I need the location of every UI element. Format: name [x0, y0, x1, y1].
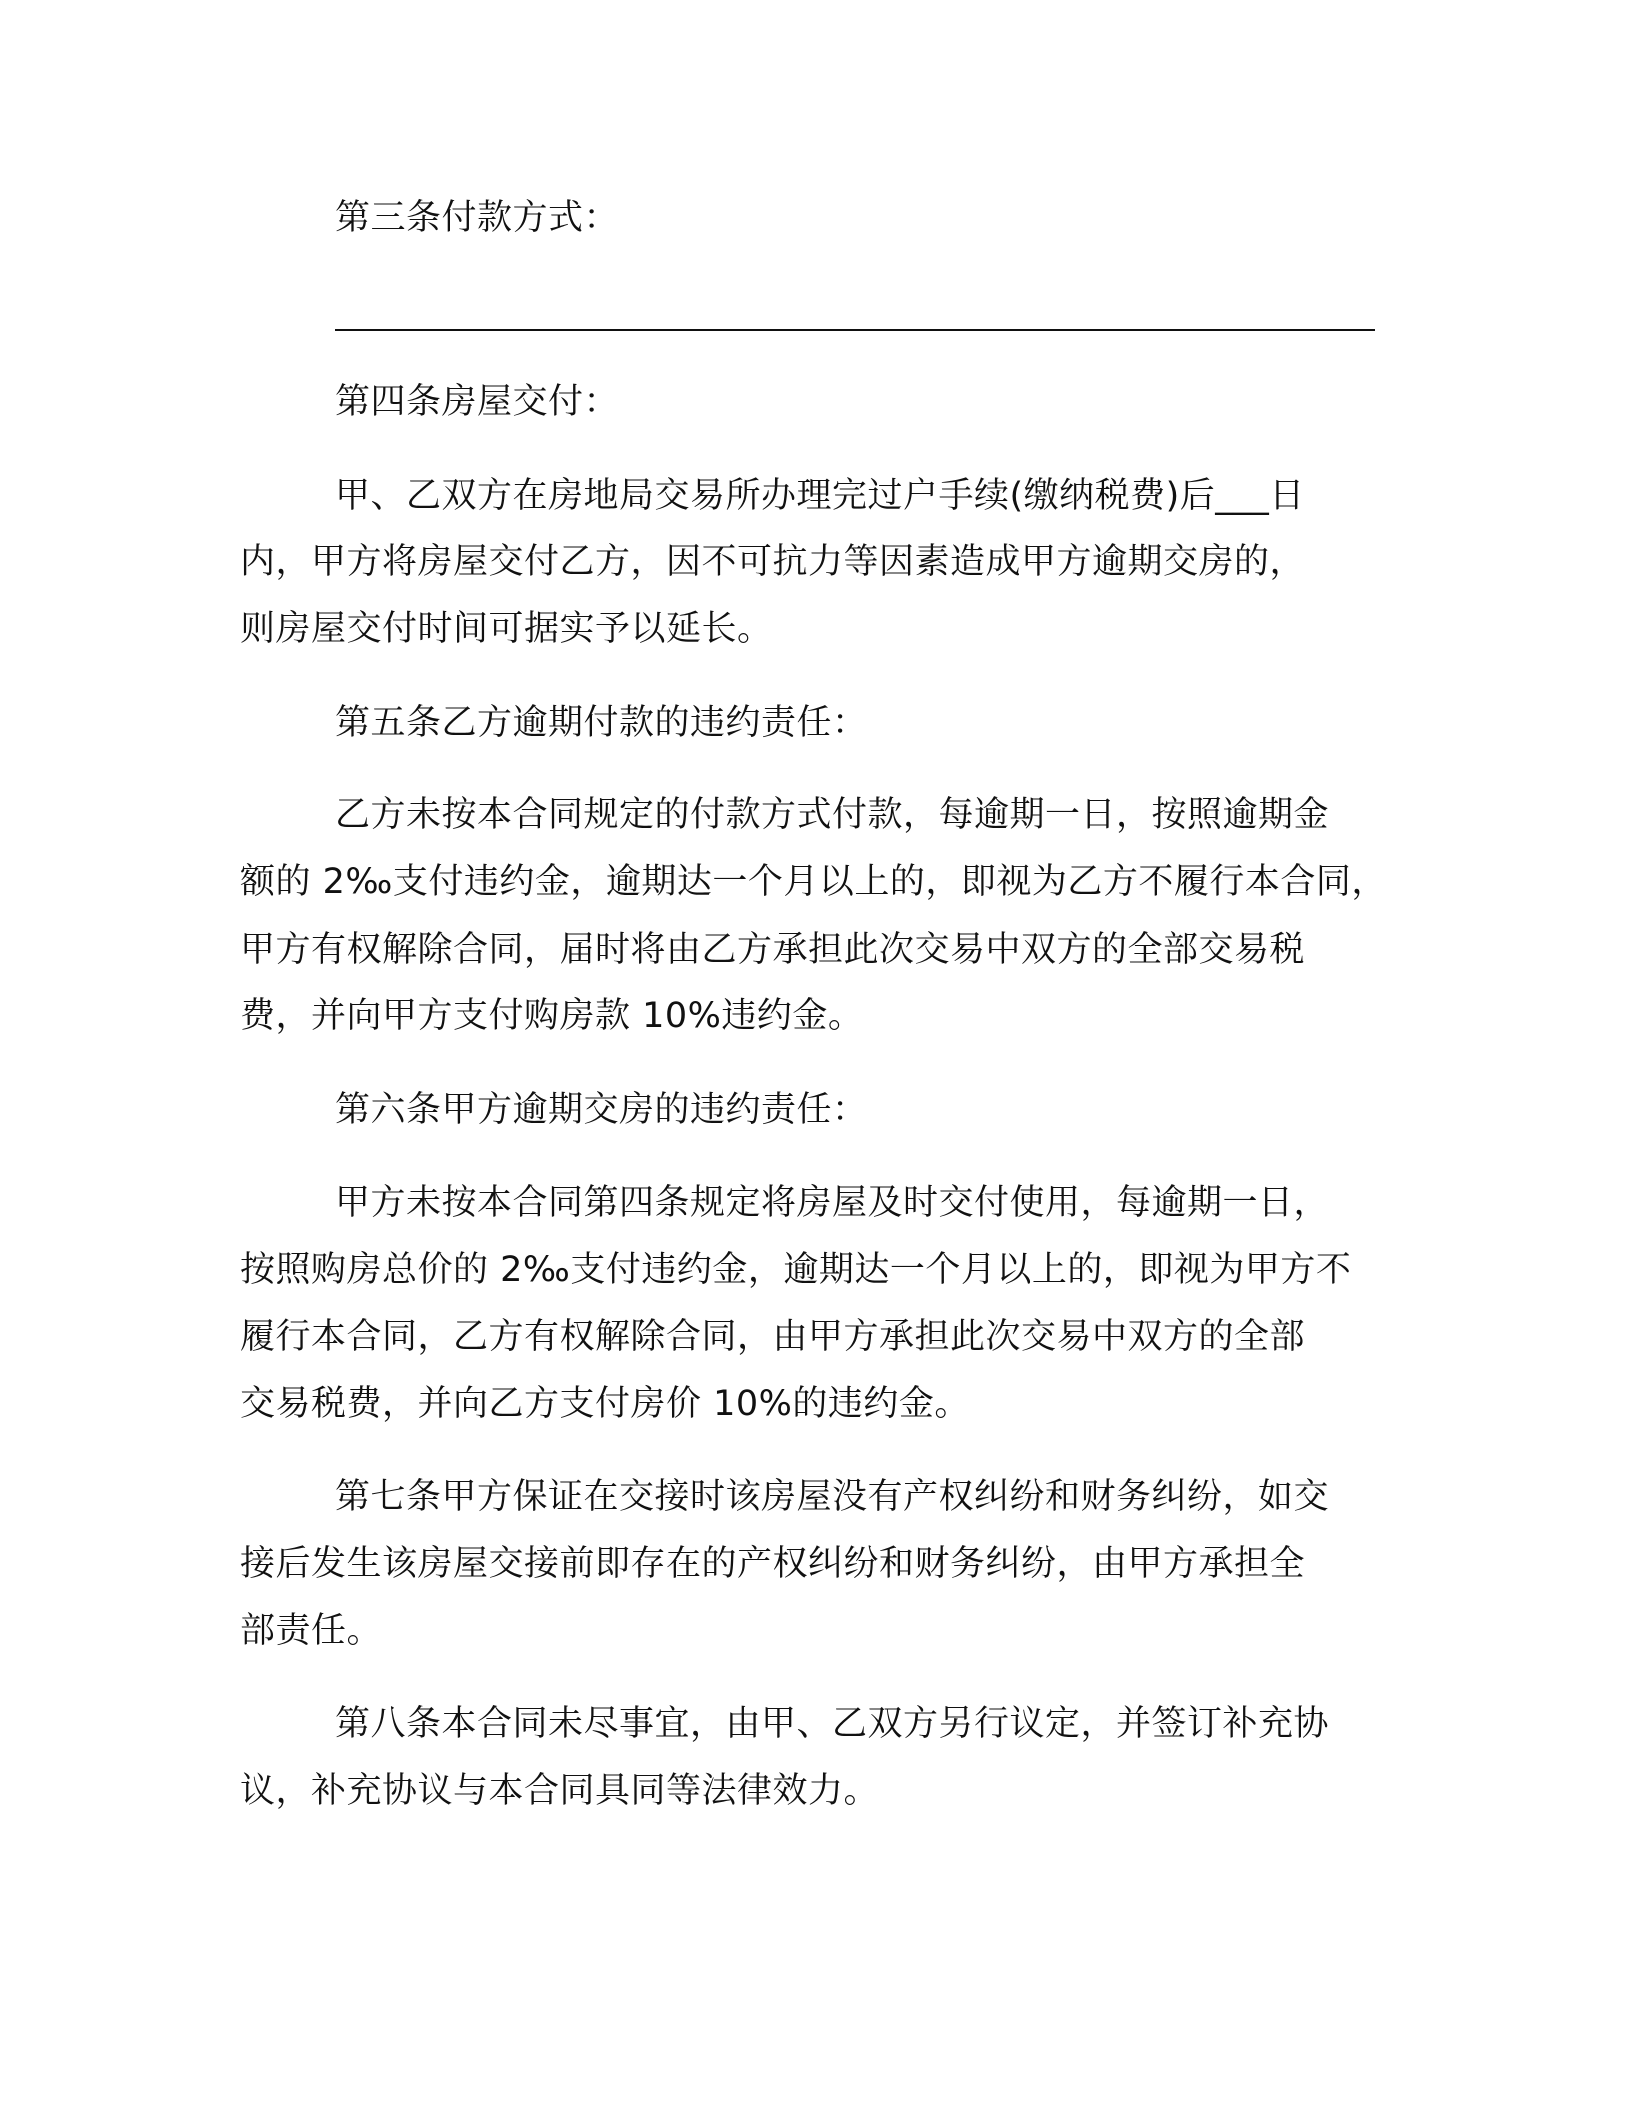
article5-heading: 第五条乙方逾期付款的违约责任：	[335, 703, 868, 743]
article7-line-2: 接后发生该房屋交接前即存在的产权纠纷和财务纠纷，由甲方承担全	[240, 1544, 1306, 1584]
article8-line-1: 第八条本合同未尽事宜，由甲、乙双方另行议定，并签订补充协	[335, 1704, 1330, 1744]
article5-line-1: 乙方未按本合同规定的付款方式付款，每逾期一日，按照逾期金	[335, 795, 1330, 835]
article5-line-4: 费，并向甲方支付购房款 10%违约金。	[240, 996, 864, 1036]
article7-line-1: 第七条甲方保证在交接时该房屋没有产权纠纷和财务纠纷，如交	[335, 1477, 1330, 1517]
article6-line-2: 按照购房总价的 2‰支付违约金，逾期达一个月以上的，即视为甲方不	[240, 1250, 1352, 1290]
article3-heading: 第三条付款方式：	[335, 198, 620, 238]
article4-line-2: 内，甲方将房屋交付乙方，因不可抗力等因素造成甲方逾期交房的，	[240, 542, 1306, 582]
article8-line-2: 议，补充协议与本合同具同等法律效力。	[240, 1771, 880, 1811]
article6-heading: 第六条甲方逾期交房的违约责任：	[335, 1090, 868, 1130]
article6-line-4: 交易税费，并向乙方支付房价 10%的违约金。	[240, 1384, 970, 1424]
article5-line-2: 额的 2‰支付违约金，逾期达一个月以上的，即视为乙方不履行本合同，	[240, 862, 1387, 902]
article4-line-1: 甲、乙双方在房地局交易所办理完过户手续(缴纳税费)后___日	[335, 476, 1305, 516]
article4-heading: 第四条房屋交付：	[335, 382, 620, 422]
article5-line-3: 甲方有权解除合同，届时将由乙方承担此次交易中双方的全部交易税	[240, 930, 1306, 970]
article7-line-3: 部责任。	[240, 1611, 383, 1651]
payment-method-blank-line	[335, 329, 1375, 331]
article4-line-3: 则房屋交付时间可据实予以延长。	[240, 609, 773, 649]
article6-line-3: 履行本合同，乙方有权解除合同，由甲方承担此次交易中双方的全部	[240, 1317, 1306, 1357]
article6-line-1: 甲方未按本合同第四条规定将房屋及时交付使用，每逾期一日，	[335, 1183, 1330, 1223]
